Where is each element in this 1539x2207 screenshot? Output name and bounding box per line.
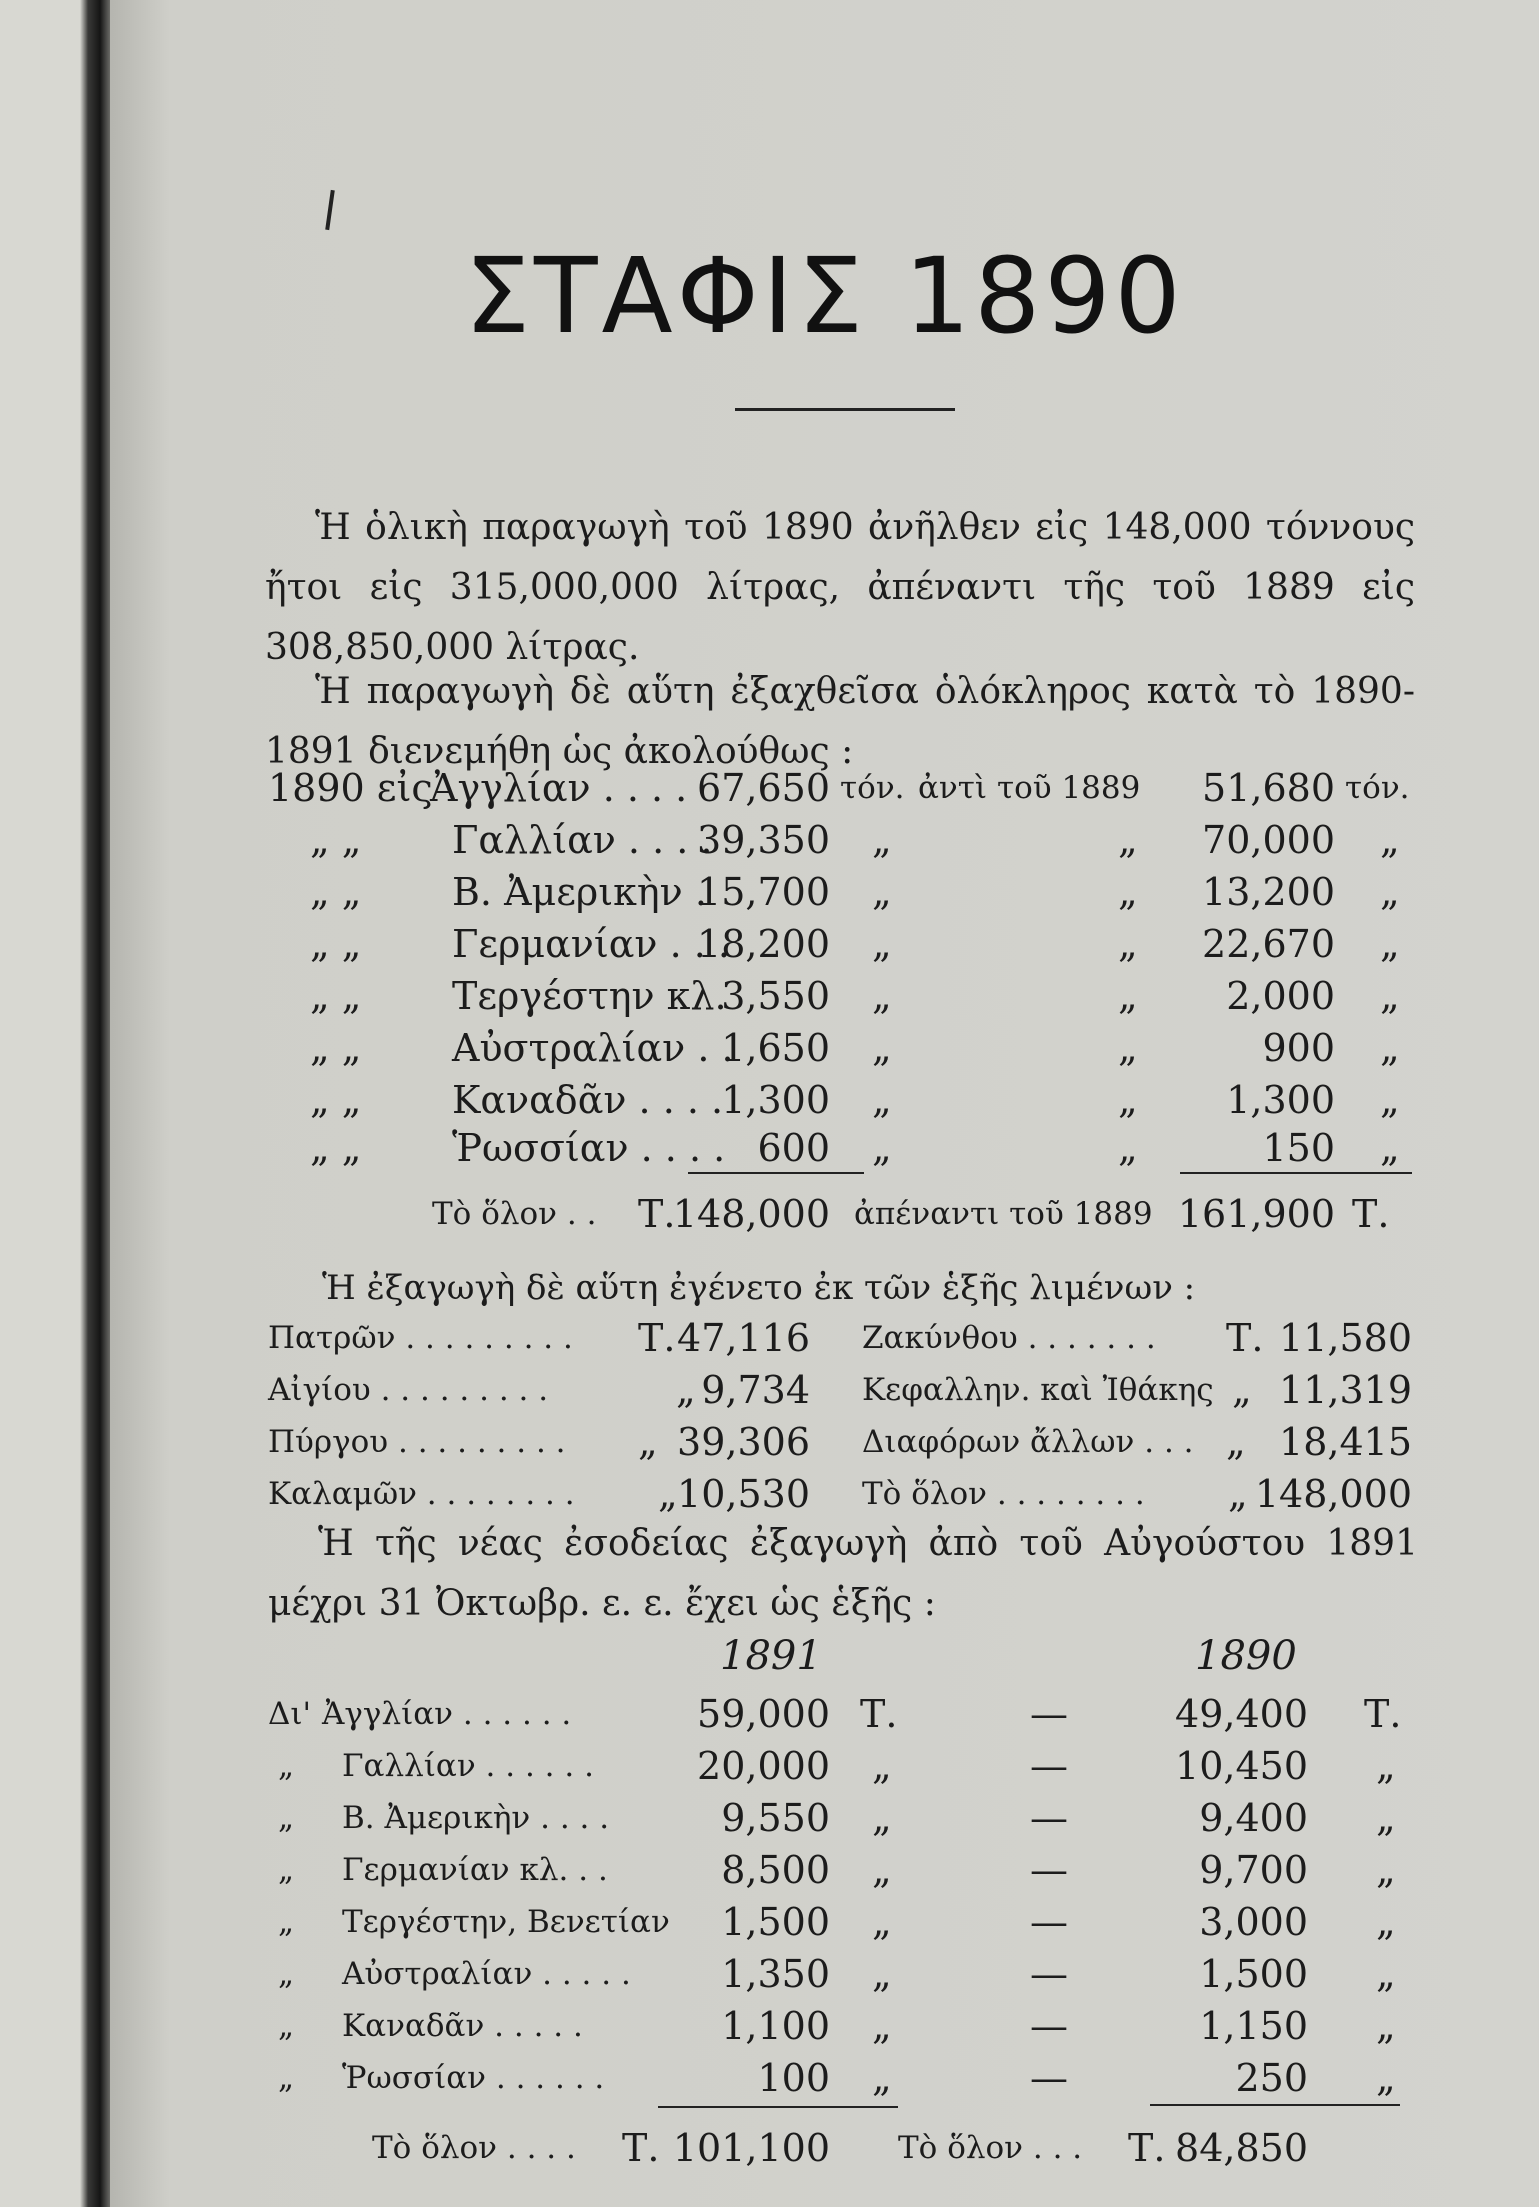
row-prefix: „ [278, 2060, 295, 2096]
row-unit: „ [872, 1848, 892, 1892]
row-prefix: „ „ [310, 1026, 362, 1070]
ports-row [0, 1416, 1539, 1468]
row-destination: Αὐστραλίαν . . [452, 1026, 734, 1070]
row-dash: — [1030, 1848, 1068, 1892]
row-unit: „ [872, 870, 892, 914]
row-prefix: „ [278, 1904, 295, 1940]
row-value-1889: 150 [1262, 1126, 1335, 1170]
table-row [0, 1792, 1539, 1844]
total-row [0, 1188, 1539, 1240]
row-destination: Ἀγγλίαν . . . . [430, 766, 688, 810]
total-label-1891: Τὸ ὅλον . . . . [372, 2130, 576, 2166]
table-row [0, 762, 1539, 814]
port-symbol: „ [1232, 1368, 1252, 1412]
row-value-1890: 1,650 [721, 1026, 830, 1070]
row-unit: „ [1376, 1952, 1396, 1996]
row-comparison: „ [1118, 1026, 1138, 1070]
row-value-1889: 13,200 [1202, 870, 1335, 914]
row-dash: — [1030, 1952, 1068, 1996]
row-value-1889: 70,000 [1202, 818, 1335, 862]
port-symbol: „ [638, 1420, 658, 1464]
table-row [0, 1844, 1539, 1896]
row-unit: „ [872, 818, 892, 862]
row-value-1889: 1,300 [1226, 1078, 1335, 1122]
table-row [0, 970, 1539, 1022]
row-destination: Β. Ἀμερικὴν . [452, 870, 707, 914]
row-unit: „ [872, 1126, 892, 1170]
paragraph-production-line-2: εἰς 315,000,000 λίτρας, ἀπέναντι τῆς τοῦ 1889 εἰς 308,850,000 [265, 567, 1415, 668]
row-comparison: „ [1118, 922, 1138, 966]
port-value: 11,319 [1279, 1368, 1412, 1412]
table-row [0, 1688, 1539, 1740]
port-name: Καλαμῶν . . . . . . . . [268, 1476, 575, 1512]
row-value-1891: 9,550 [721, 1796, 830, 1840]
row-value-1890: 3,000 [1199, 1900, 1308, 1944]
row-unit: τόν. [840, 770, 905, 806]
row-value-1890: 1,150 [1199, 2004, 1308, 2048]
row-unit: „ [872, 1900, 892, 1944]
row-value-1890: 18,200 [697, 922, 830, 966]
row-value-1890: 9,700 [1199, 1848, 1308, 1892]
row-prefix: „ „ [310, 922, 362, 966]
port-value: 18,415 [1279, 1420, 1412, 1464]
row-value-1890: 600 [757, 1126, 830, 1170]
row-comparison: „ [1118, 818, 1138, 862]
row-unit: „ [872, 1952, 892, 1996]
row-comparison: ἀντὶ τοῦ 1889 [918, 770, 1141, 806]
total-symbol: Τ. [638, 1192, 676, 1236]
table-row [0, 814, 1539, 866]
port-value: 9,734 [701, 1368, 810, 1412]
port-name: Πατρῶν . . . . . . . . . [268, 1320, 573, 1356]
row-dash: — [1030, 2056, 1068, 2100]
row-value-1890: 39,350 [697, 818, 830, 862]
row-value-1891: 100 [757, 2056, 830, 2100]
ports-row [0, 1312, 1539, 1364]
column-year-1891: 1891 [720, 1633, 822, 1679]
row-unit: „ [1380, 818, 1400, 862]
table-row [0, 2052, 1539, 2104]
row-value-1891: 1,500 [721, 1900, 830, 1944]
row-unit: Τ. [860, 1692, 898, 1736]
row-unit: „ [872, 1078, 892, 1122]
paragraph-new-harvest-line-1: Ἡ τῆς νέας ἐσοδείας ἐξαγωγὴ ἀπὸ τοῦ Αὐγούστου 1891 μέχρι 31 [268, 1523, 1418, 1624]
row-prefix: „ „ [310, 1078, 362, 1122]
port-value: 10,530 [677, 1472, 810, 1516]
row-prefix: „ „ [310, 1126, 362, 1170]
row-prefix: „ [278, 2008, 295, 2044]
row-unit: „ [872, 2004, 892, 2048]
row-destination: Γαλλίαν . . . . . . [342, 1748, 594, 1784]
ports-row [0, 1364, 1539, 1416]
table-row [0, 866, 1539, 918]
sum-rule-1889 [1180, 1172, 1412, 1174]
total-value-1890: 84,850 [1175, 2126, 1308, 2170]
row-value-1890: 3,550 [721, 974, 830, 1018]
port-name: Αἰγίου . . . . . . . . . [268, 1372, 549, 1408]
row-value-1889: 900 [1262, 1026, 1335, 1070]
total-unit: Τ. [1352, 1192, 1390, 1236]
row-prefix: 1890 εἰς [268, 766, 433, 810]
port-name: Διαφόρων ἄλλων . . . [862, 1424, 1194, 1460]
row-destination: Καναδᾶν . . . . . [342, 2008, 583, 2044]
port-name: Κεφαλλην. καὶ Ἰθάκης [862, 1372, 1214, 1408]
row-unit: „ [872, 1744, 892, 1788]
row-unit: „ [1376, 1796, 1396, 1840]
row-destination: Γερμανίαν κλ. . . [342, 1852, 608, 1888]
page-title: ΣΤΑΦΙΣ 1890 [464, 235, 1185, 357]
total-comparison: ἀπέναντι τοῦ 1889 [854, 1196, 1153, 1232]
total-value-1891: 101,100 [672, 2126, 830, 2170]
row-destination: Ῥωσσίαν . . . . . . [342, 2060, 605, 2096]
sum-rule-1890 [688, 1172, 864, 1174]
row-value-1891: 59,000 [697, 1692, 830, 1736]
row-prefix: „ „ [310, 974, 362, 1018]
total-value-1889: 161,900 [1177, 1192, 1335, 1236]
row-value-1889: 51,680 [1202, 766, 1335, 810]
row-value-1891: 1,100 [721, 2004, 830, 2048]
row-destination: Αὐστραλίαν . . . . . [342, 1956, 631, 1992]
row-value-1891: 1,350 [721, 1952, 830, 1996]
row-prefix: „ [278, 1956, 295, 1992]
row-value-1890: 9,400 [1199, 1796, 1308, 1840]
row-dash: — [1030, 1796, 1068, 1840]
port-name: Πύργου . . . . . . . . . [268, 1424, 566, 1460]
total-symbol-1890: Τ. [1128, 2126, 1166, 2170]
row-prefix: Δι' [268, 1696, 312, 1732]
port-symbol: „ [676, 1368, 696, 1412]
port-value: 47,116 [677, 1316, 810, 1360]
port-name: Τὸ ὅλον . . . . . . . . [862, 1476, 1145, 1512]
row-value-1889: 22,670 [1202, 922, 1335, 966]
table-row [0, 2000, 1539, 2052]
row-value-1891: 20,000 [697, 1744, 830, 1788]
row-destination: Β. Ἀμερικὴν . . . . [342, 1800, 610, 1836]
row-unit: „ [1376, 1744, 1396, 1788]
total-value-1890: 148,000 [672, 1192, 830, 1236]
row-dash: — [1030, 1744, 1068, 1788]
row-unit: Τ. [1364, 1692, 1402, 1736]
total-label-1890: Τὸ ὅλον . . . [898, 2130, 1083, 2166]
row-comparison: „ [1118, 1126, 1138, 1170]
row-destination: Ἀγγλίαν . . . . . . [322, 1696, 572, 1732]
sum-rule-1890 [1150, 2104, 1400, 2106]
row-value-1890: 1,500 [1199, 1952, 1308, 1996]
row-value-1890: 67,650 [697, 766, 830, 810]
paragraph-new-harvest [268, 1514, 1418, 1634]
row-unit: „ [1380, 1026, 1400, 1070]
table-row [0, 1740, 1539, 1792]
row-comparison: „ [1118, 870, 1138, 914]
row-dash: — [1030, 1900, 1068, 1944]
port-value: 39,306 [677, 1420, 810, 1464]
port-symbol: Τ. [1226, 1316, 1264, 1360]
total-row [0, 2122, 1539, 2174]
table-row [0, 918, 1539, 970]
row-unit: „ [1380, 974, 1400, 1018]
total-symbol-1891: Τ. [622, 2126, 660, 2170]
row-destination: Γερμανίαν . . . [452, 922, 730, 966]
row-unit: „ [1380, 870, 1400, 914]
paragraph-distribution-line-1: Ἡ παραγωγὴ δὲ αὕτη ἐξαχθεῖσα ὁλόκληρος κατὰ τὸ 1890-1891 [265, 671, 1415, 772]
sum-rule-1891 [658, 2106, 898, 2108]
row-unit: „ [1380, 922, 1400, 966]
row-unit: „ [872, 1796, 892, 1840]
table-row [0, 1948, 1539, 2000]
row-unit: „ [872, 974, 892, 1018]
row-comparison: „ [1118, 1078, 1138, 1122]
row-unit: „ [1380, 1126, 1400, 1170]
column-year-1890: 1890 [1195, 1633, 1297, 1679]
row-unit: „ [1376, 1900, 1396, 1944]
row-prefix: „ [278, 1852, 295, 1888]
row-destination: Τεργέστην κλ. [452, 974, 727, 1018]
port-name: Ζακύνθου . . . . . . . [862, 1320, 1156, 1356]
port-symbol: „ [1226, 1420, 1246, 1464]
title-underline [735, 408, 955, 411]
table-row [0, 1074, 1539, 1126]
row-destination: Καναδᾶν . . . . [452, 1078, 724, 1122]
row-unit: „ [872, 922, 892, 966]
row-value-1890: 1,300 [721, 1078, 830, 1122]
paragraph-new-harvest-line-2: Ὀκτωβρ. ε. ε. ἔχει ὡς ἑξῆς : [435, 1583, 936, 1624]
paragraph-production-line-1: Ἡ ὁλικὴ παραγωγὴ τοῦ 1890 ἀνῆλθεν εἰς 148,000 τόννους ἤτοι [265, 507, 1415, 608]
total-label: Τὸ ὅλον . . [432, 1196, 597, 1232]
row-comparison: „ [1118, 974, 1138, 1018]
port-value: 148,000 [1254, 1472, 1412, 1516]
row-dash: — [1030, 2004, 1068, 2048]
row-unit: τόν. [1345, 770, 1410, 806]
row-value-1890: 250 [1235, 2056, 1308, 2100]
row-unit: „ [872, 2056, 892, 2100]
table-row [0, 1122, 1539, 1174]
row-value-1890: 49,400 [1175, 1692, 1308, 1736]
table-row [0, 1022, 1539, 1074]
row-value-1890: 15,700 [697, 870, 830, 914]
row-destination: Τεργέστην, Βενετίαν [342, 1904, 670, 1940]
table-row [0, 1896, 1539, 1948]
row-dash: — [1030, 1692, 1068, 1736]
ports-intro: Ἡ ἐξαγωγὴ δὲ αὕτη ἐγένετο ἐκ τῶν ἑξῆς λιμένων : [322, 1268, 1196, 1308]
ports-row [0, 1468, 1539, 1520]
row-destination: Γαλλίαν . . . . [452, 818, 713, 862]
row-prefix: „ [278, 1748, 295, 1784]
row-value-1890: 10,450 [1175, 1744, 1308, 1788]
row-unit: „ [1376, 1848, 1396, 1892]
paragraph-production [265, 498, 1415, 678]
row-value-1889: 2,000 [1226, 974, 1335, 1018]
port-symbol: „ [1228, 1472, 1248, 1516]
row-value-1891: 8,500 [721, 1848, 830, 1892]
row-unit: „ [872, 1026, 892, 1070]
row-unit: „ [1376, 2056, 1396, 2100]
row-prefix: „ „ [310, 818, 362, 862]
row-prefix: „ „ [310, 870, 362, 914]
row-prefix: „ [278, 1800, 295, 1836]
port-value: 11,580 [1279, 1316, 1412, 1360]
paragraph-production-line-3: λίτρας. [505, 627, 640, 668]
row-unit: „ [1380, 1078, 1400, 1122]
port-symbol: „ [658, 1472, 678, 1516]
row-unit: „ [1376, 2004, 1396, 2048]
port-symbol: Τ. [638, 1316, 676, 1360]
paragraph-distribution-line-2: διενεμήθη ὡς ἀκολούθως : [368, 731, 854, 772]
row-destination: Ῥωσσίαν . . . . [452, 1126, 726, 1170]
